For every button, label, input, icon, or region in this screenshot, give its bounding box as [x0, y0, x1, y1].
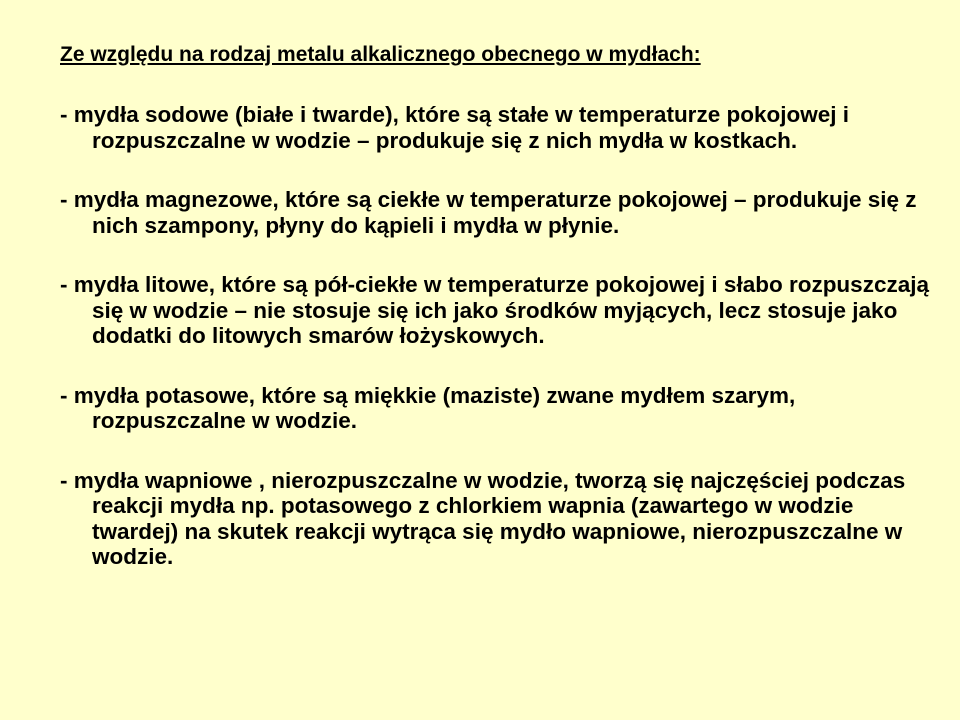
- soap-type-lithium: - mydła litowe, które są pół-ciekłe w temperaturze pokojowej i słabo rozpuszczają się w wodzie – nie stosuje się ich jako środków myjących, lecz stosuje jako dodatki do litowych smarów łożyskowych.: [60, 272, 929, 348]
- slide-heading: Ze względu na rodzaj metalu alkalicznego obecnego w mydłach:: [60, 43, 701, 66]
- soap-type-calcium: - mydła wapniowe , nierozpuszczalne w wodzie, tworzą się najczęściej podczas reakcji mydła np. potasowego z chlorkiem wapnia (zawartego w wodzie twardej) na skutek reakcji wytrąca się mydło wapniowe, nierozpuszczalne w wodzie.: [60, 467, 906, 569]
- slide-content: [60, 42, 930, 604]
- soap-type-magnesium: - mydła magnezowe, które są ciekłe w temperaturze pokojowej – produkuje się z nich szampony, płyny do kąpieli i mydła w płynie.: [60, 187, 917, 238]
- soap-type-potassium: - mydła potasowe, które są miękkie (maziste) zwane mydłem szarym, rozpuszczalne w wodzie.: [60, 382, 796, 433]
- soap-type-sodium: - mydła sodowe (białe i twarde), które są stałe w temperaturze pokojowej i rozpuszczalne w wodzie – produkuje się z nich mydła w kostkach.: [60, 102, 849, 153]
